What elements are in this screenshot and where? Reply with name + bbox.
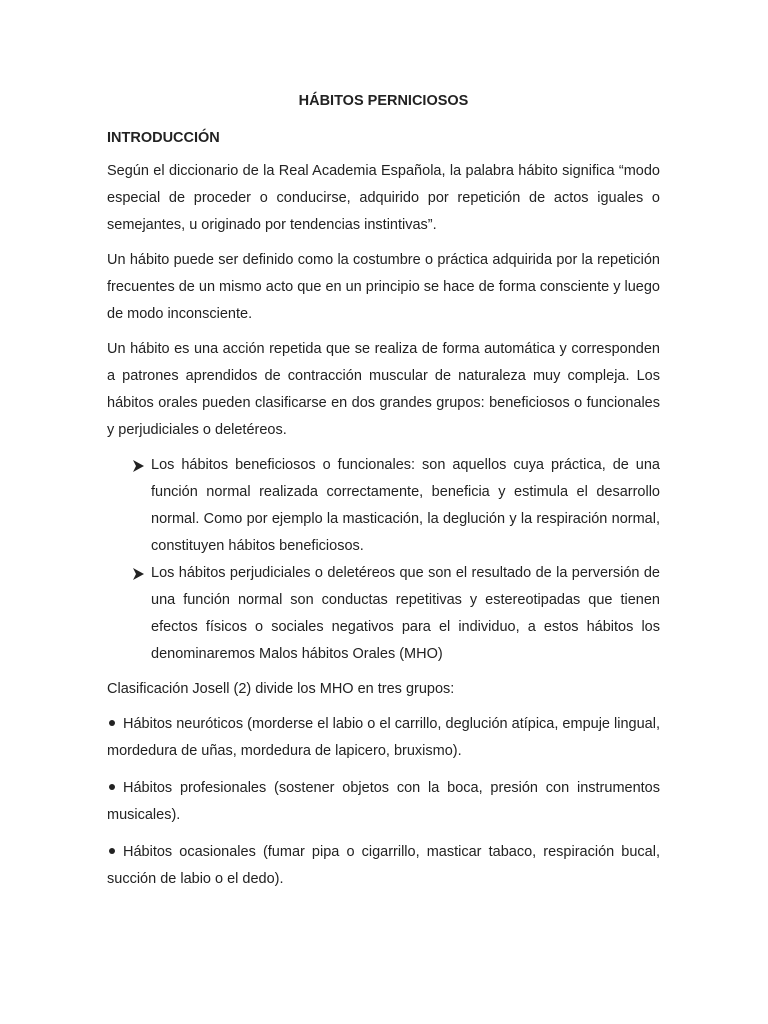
- paragraph: Un hábito puede ser definido como la costumbre o práctica adquirida por la repetición frecuentes de un mismo acto que en un principio se hace de forma consciente y luego de modo inconsciente.: [107, 252, 660, 322]
- classification-intro: Clasificación Josell (2) divide los MHO en tres grupos:: [107, 681, 455, 697]
- section-heading: INTRODUCCIÓN: [107, 130, 220, 146]
- document-title: HÁBITOS PERNICIOSOS: [298, 93, 469, 109]
- paragraph: Según el diccionario de la Real Academia Española, la palabra hábito significa “modo especial de proceder o conducirse, adquirido por repetición de actos iguales o semejantes, u originado por tendencias instintivas”.: [107, 163, 660, 233]
- paragraph: Un hábito es una acción repetida que se realiza de forma automática y corresponden a patrones aprendidos de contracción muscular de naturaleza muy compleja. Los hábitos orales pueden clasificarse en dos grandes grupos: beneficiosos o funcionales y perjudiciales o deletéreos.: [107, 341, 660, 438]
- bullet-item: [107, 839, 660, 893]
- bullet-item-text: Hábitos neuróticos (morderse el labio o el carrillo, deglución atípica, empuje lingual, mordedura de uñas, mordedura de lapicero, bruxismo).: [107, 716, 660, 759]
- round-bullet-icon: [109, 784, 115, 790]
- bullet-item: [107, 711, 660, 765]
- arrow-list: [107, 452, 660, 668]
- arrow-list-item-text: Los hábitos perjudiciales o deletéreos que son el resultado de la perversión de una función normal son conductas repetitivas y estereotipadas que tienen efectos físicos o sociales negativos para el individuo, a estos hábitos los denominaremos Malos hábitos Orales (MHO): [151, 565, 660, 662]
- bullet-item-text: Hábitos profesionales (sostener objetos con la boca, presión con instrumentos musicales).: [107, 780, 660, 823]
- round-bullet-icon: [109, 720, 115, 726]
- document-body: [107, 88, 660, 903]
- arrow-list-item-text: Los hábitos beneficiosos o funcionales: son aquellos cuya práctica, de una función normal realizada correctamente, beneficia y estimula el desarrollo normal. Como por ejemplo la masticación, la deglución y la respiración normal, constituyen hábitos beneficiosos.: [151, 457, 660, 554]
- round-bullet-icon: [109, 848, 115, 854]
- arrowhead-bullet-icon: [131, 560, 145, 587]
- arrowhead-bullet-icon: [131, 452, 145, 479]
- arrow-list-item: [151, 452, 660, 560]
- bullet-item-text: Hábitos ocasionales (fumar pipa o cigarrillo, masticar tabaco, respiración bucal, succión de labio o el dedo).: [107, 844, 660, 887]
- bullet-item: [107, 775, 660, 829]
- arrow-list-item: [151, 560, 660, 668]
